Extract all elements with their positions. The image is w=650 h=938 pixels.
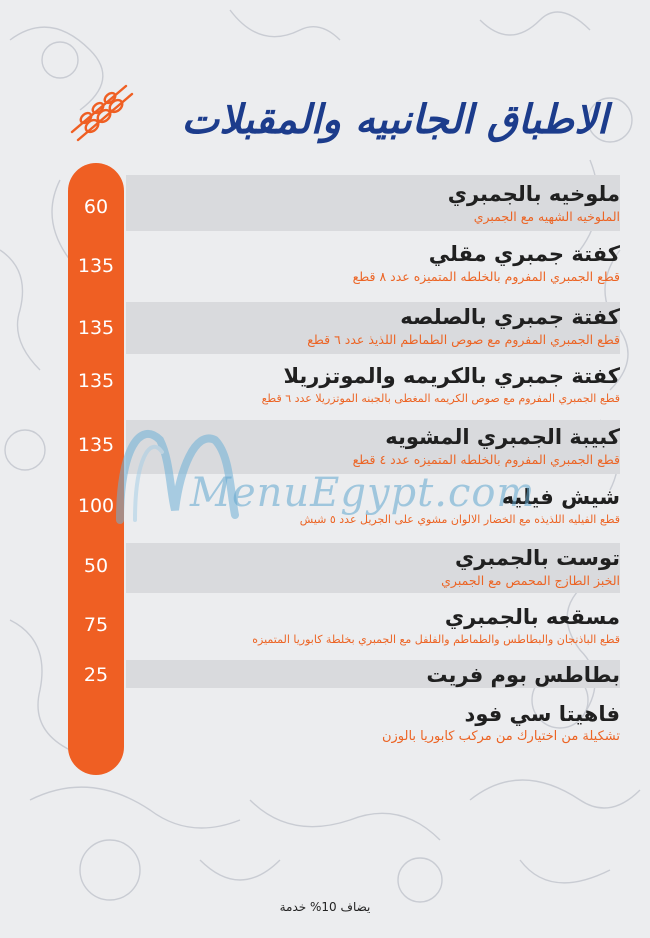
menu-item <box>130 303 620 349</box>
item-description: الخبز الطازج المحمص مع الجمبري <box>441 573 620 588</box>
item-description: قطع الفيليه اللذيذه مع الخضار الالوان مشوي على الجريل عدد ٥ شيش <box>299 513 620 526</box>
item-description: قطع الجمبري المفروم مع صوص الكريمه المغطى بالجبنه الموتزريلا عدد ٦ قطع <box>261 392 620 405</box>
item-name: كبيبة الجمبري المشويه <box>385 425 620 449</box>
item-name: كفتة جمبري بالكريمه والموتزريلا <box>283 364 620 388</box>
menu-item <box>130 661 620 689</box>
menu-item <box>130 240 620 286</box>
item-name: مسقعه بالجمبري <box>444 605 620 629</box>
item-description: قطع الجمبري المفروم بالخلطه المتميزه عدد ٨ قطع <box>352 269 620 284</box>
item-name: كفتة جمبري بالصلصه <box>400 305 620 329</box>
menu-item <box>130 544 620 590</box>
price-label: 60 <box>83 196 109 218</box>
menu-item <box>130 603 620 649</box>
price-label: 135 <box>77 370 115 392</box>
price-label: 100 <box>77 495 115 517</box>
item-description: قطع الجمبري المفروم مع صوص الطماطم اللذيذ عدد ٦ قطع <box>307 332 620 347</box>
item-description: تشكيلة من اختيارك من مركب كابوريا بالوزن <box>381 729 620 744</box>
item-name: كفتة جمبري مقلي <box>428 242 620 266</box>
menu-item <box>130 700 620 746</box>
item-description: الملوخيه الشهيه مع الجمبري <box>473 209 620 224</box>
price-label: 75 <box>83 614 109 636</box>
menu-item <box>130 180 620 226</box>
item-name: بطاطس بوم فريت <box>426 663 620 687</box>
price-label: 135 <box>77 434 115 456</box>
price-label: 50 <box>83 555 109 577</box>
item-name: فاهيتا سي فود <box>464 702 620 726</box>
service-charge-note: يضاف 10% خدمة <box>279 900 371 914</box>
price-label: 135 <box>77 255 115 277</box>
watermark-text: MenuEgypt.com <box>190 470 536 516</box>
item-name: ملوخيه بالجمبري <box>447 182 620 206</box>
item-name: توست بالجمبري <box>455 546 620 570</box>
price-label: 135 <box>77 317 115 339</box>
page-title: الاطباق الجانبيه والمقبلات <box>181 96 608 143</box>
price-label: 25 <box>83 664 109 686</box>
item-name: شيش فيليه <box>501 485 620 509</box>
menu-item <box>130 362 620 408</box>
item-description: قطع الجمبري المفروم بالخلطه المتميزه عدد ٤ قطع <box>352 452 620 467</box>
item-description: قطع الباذنجان والبطاطس والطماطم والفلفل مع الجمبري بخلطة كابوريا المتميزه <box>252 633 620 646</box>
